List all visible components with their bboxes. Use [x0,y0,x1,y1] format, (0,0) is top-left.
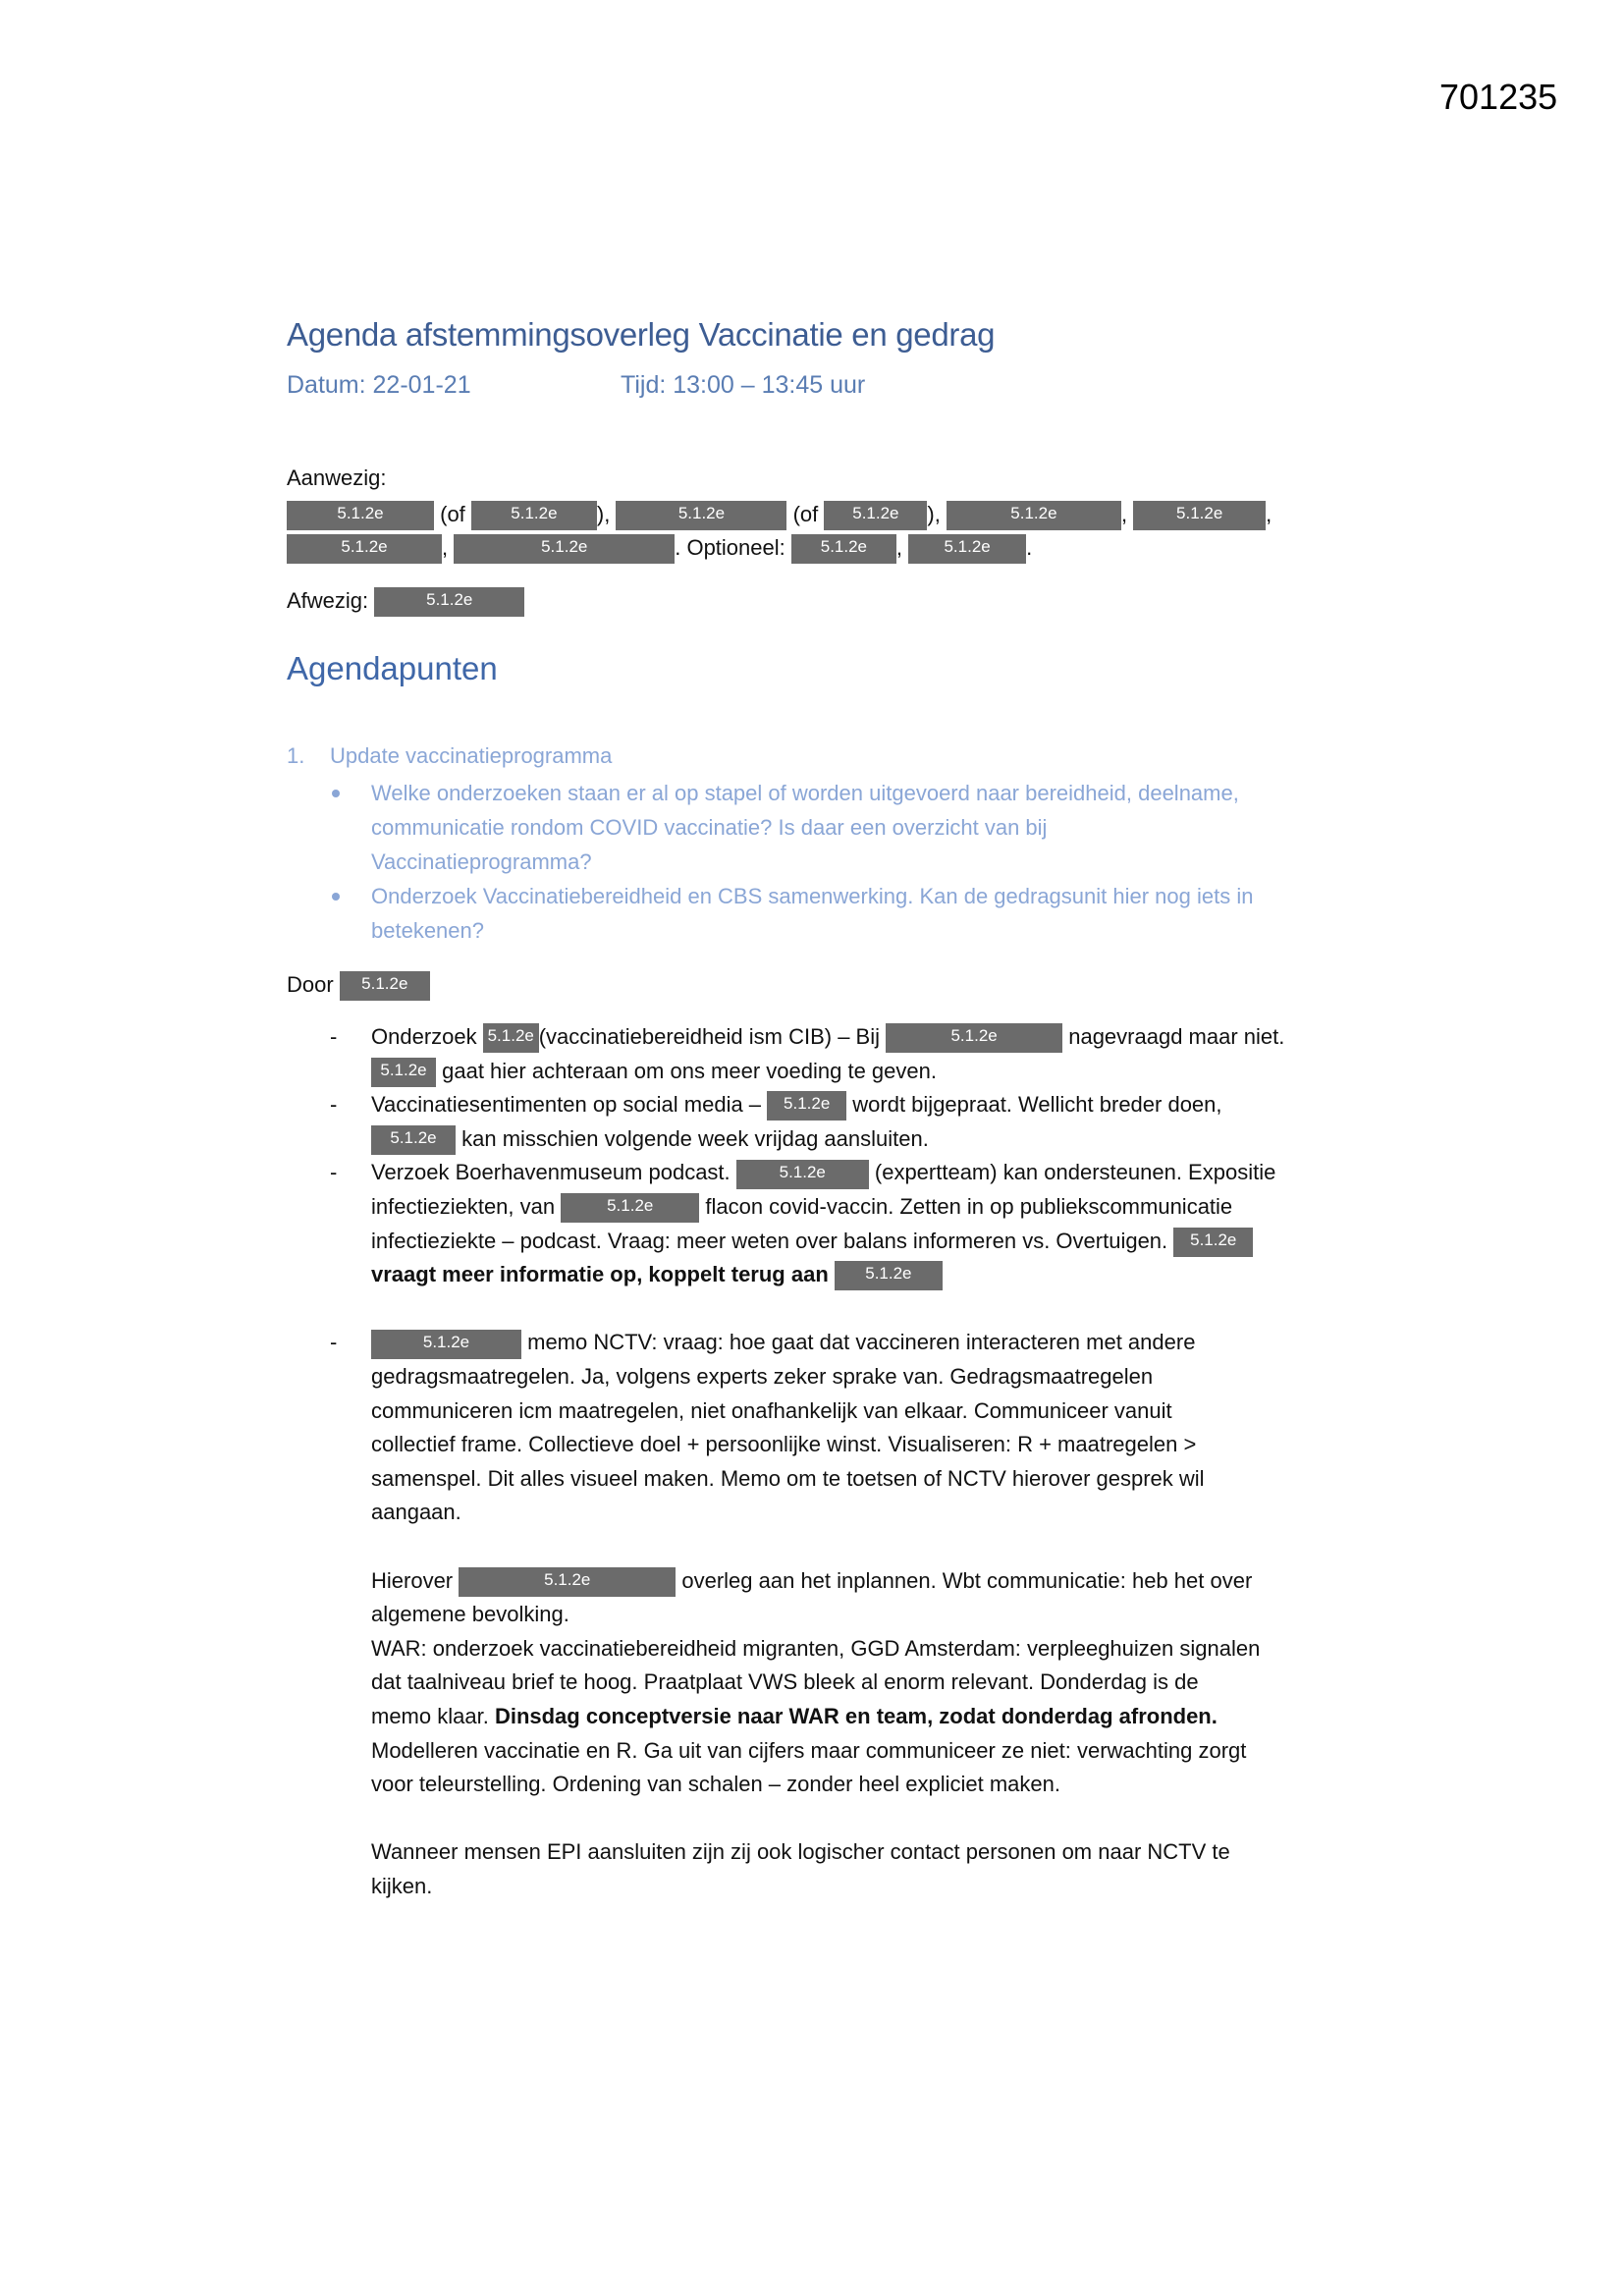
text-segment: , [895,535,909,560]
text-line [371,777,1239,810]
text-segment: betekenen? [371,918,484,943]
text-line [371,1190,1232,1224]
redaction-box: 5.1.2e [471,501,597,530]
redaction-box: 5.1.2e [287,534,442,564]
text-segment: dat taalniveau brief te hoog. Praatplaat VWS bleek al enorm relevant. Donderdag is de [371,1669,1199,1695]
text-line [371,1088,1222,1121]
text-segment: overleg aan het inplannen. Wbt communicatie: heb het over [676,1567,1253,1593]
text-segment: communicatie rondom COVID vaccinatie? Is daar een overzicht van bij [371,815,1048,840]
text-segment: , [1266,502,1272,526]
text-segment: Onderzoek Vaccinatiebereidheid en CBS samenwerking. Kan de gedragsunit hier nog iets in [371,884,1254,908]
text-segment: collectief frame. Collectieve doel + persoonlijke winst. Visualiseren: R + maatregelen > [371,1432,1197,1457]
text-line [371,914,484,948]
text-segment: (of [786,502,825,526]
text-segment: Onderzoek [371,1024,483,1049]
redaction-box: 5.1.2e [371,1330,521,1359]
redaction-box: 5.1.2e [1173,1228,1253,1257]
text-line [371,1122,929,1156]
text-segment: flacon covid-vaccin. Zetten in op publiekscommunicatie [699,1194,1233,1219]
agenda-item-title: Update vaccinatieprogramma [330,743,613,768]
meeting-date: Datum: 22-01-21 [287,371,471,399]
text-segment: (vaccinatiebereidheid ism CIB) – Bij [538,1024,887,1049]
text-segment: gedragsmaatregelen. Ja, volgens experts zeker sprake van. Gedragsmaatregelen [371,1364,1154,1389]
text-line [371,880,1253,913]
text-line [371,1156,1275,1189]
bullet-icon [332,790,340,797]
text-segment: Door [287,972,340,997]
text-line [371,1666,1199,1699]
text-line [371,811,1047,845]
dash-bullet-icon: - [330,1330,338,1355]
redaction-box: 5.1.2e [908,534,1026,564]
text-line [371,1632,1260,1666]
redaction-box: 5.1.2e [947,501,1121,530]
redaction-box: 5.1.2e [374,587,524,617]
text-line [371,1428,1196,1461]
text-line [371,1394,1172,1428]
text-segment: . Optioneel: [675,535,791,560]
redaction-box: 5.1.2e [824,501,927,530]
text-line [371,1326,1195,1359]
text-line [371,846,592,879]
text-segment: infectieziekten, van [371,1194,562,1219]
text-line [371,1700,1218,1733]
redaction-box: 5.1.2e [561,1193,699,1223]
text-segment: Verzoek Boerhavenmuseum podcast. [371,1160,736,1185]
agenda-item-number: 1. [287,743,305,768]
meeting-time: Tijd: 13:00 – 13:45 uur [621,371,866,399]
text-segment: , [442,535,455,560]
text-segment: kan misschien volgende week vrijdag aansluiten. [456,1125,929,1151]
text-segment: Modelleren vaccinatie en R. Ga uit van cijfers maar communiceer ze niet: verwachting zorgt [371,1737,1247,1763]
bold-text: Dinsdag conceptversie naar WAR en team, zodat donderdag afronden. [494,1704,1218,1728]
text-segment: . [1026,535,1033,560]
redaction-box: 5.1.2e [791,534,896,564]
text-line [371,1598,569,1631]
text-line [371,1020,1284,1054]
dash-bullet-icon: - [330,1160,338,1185]
text-line [371,1564,1252,1598]
text-segment: memo NCTV: vraag: hoe gaat dat vaccineren interacteren met andere [521,1330,1196,1355]
dash-bullet-icon: - [330,1024,338,1049]
redaction-box: 5.1.2e [736,1160,869,1189]
redaction-box: 5.1.2e [886,1023,1062,1053]
text-segment: gaat hier achteraan om ons meer voeding te geven. [436,1058,937,1083]
text-line [371,1055,937,1088]
redaction-box: 5.1.2e [1133,501,1266,530]
redaction-box: 5.1.2e [371,1058,436,1087]
text-segment: ), [927,502,947,526]
text-line [371,1734,1246,1768]
page-number: 701235 [1439,77,1558,117]
redaction-box: 5.1.2e [767,1091,846,1121]
text-segment: (of [434,502,471,526]
text-segment: kijken. [371,1874,433,1898]
text-segment: infectieziekte – podcast. Vraag: meer weten over balans informeren vs. Overtuigen. [371,1228,1174,1253]
bold-text: vraagt meer informatie op, koppelt terug aan [371,1262,835,1287]
text-segment: algemene bevolking. [371,1602,569,1627]
redaction-box: 5.1.2e [616,501,786,530]
redaction-box: 5.1.2e [454,534,675,564]
bullet-icon [332,893,340,901]
text-segment: , [1120,502,1134,526]
text-segment: WAR: onderzoek vaccinatiebereidheid migranten, GGD Amsterdam: verpleeghuizen signalen [371,1635,1261,1661]
text-segment: Welke onderzoeken staan er al op stapel of worden uitgevoerd naar bereidheid, deelname, [371,781,1239,805]
redaction-box: 5.1.2e [371,1125,456,1155]
redaction-box: 5.1.2e [835,1261,943,1290]
text-segment: samenspel. Dit alles visueel maken. Memo om te toetsen of NCTV hierover gesprek wil [371,1465,1205,1491]
text-segment: aangaan. [371,1500,461,1525]
text-segment: Vaccinatiesentimenten op social media – [371,1092,768,1118]
redaction-box: 5.1.2e [287,501,434,530]
text-line [287,584,524,618]
text-line [371,1225,1253,1258]
text-line [371,1870,432,1903]
text-line [287,498,1272,531]
text-line [371,1496,461,1529]
text-segment: nagevraagd maar niet. [1062,1024,1285,1049]
redaction-box: 5.1.2e [459,1567,676,1597]
text-segment: Hierover [371,1567,460,1593]
text-segment: (expertteam) kan ondersteunen. Expositie [868,1160,1276,1185]
text-line [371,1258,943,1291]
text-line [287,531,1032,565]
text-segment: memo klaar. [371,1704,495,1728]
text-segment: wordt bijgepraat. Wellicht breder doen, [846,1092,1222,1118]
text-line [287,968,430,1002]
text-line [371,1360,1153,1394]
text-segment: Wanneer mensen EPI aansluiten zijn zij ook logischer contact personen om naar NCTV te [371,1839,1230,1865]
text-segment: voor teleurstelling. Ordening van schalen – zonder heel expliciet maken. [371,1772,1060,1797]
redaction-box: 5.1.2e [483,1023,539,1053]
text-line [371,1768,1060,1801]
text-line [371,1835,1230,1869]
text-segment: communiceren icm maatregelen, niet onafhankelijk van elkaar. Communiceer vanuit [371,1397,1172,1423]
text-segment: Vaccinatieprogramma? [371,849,592,874]
text-segment: Afwezig: [287,588,375,613]
dash-bullet-icon: - [330,1092,338,1118]
document-title: Agenda afstemmingsoverleg Vaccinatie en gedrag [287,316,996,353]
aanwezig-label: Aanwezig: [287,465,387,490]
text-segment: ), [596,502,617,526]
redaction-box: 5.1.2e [340,971,430,1001]
text-line [371,1462,1205,1496]
section-heading-agendapunten: Agendapunten [287,650,498,686]
